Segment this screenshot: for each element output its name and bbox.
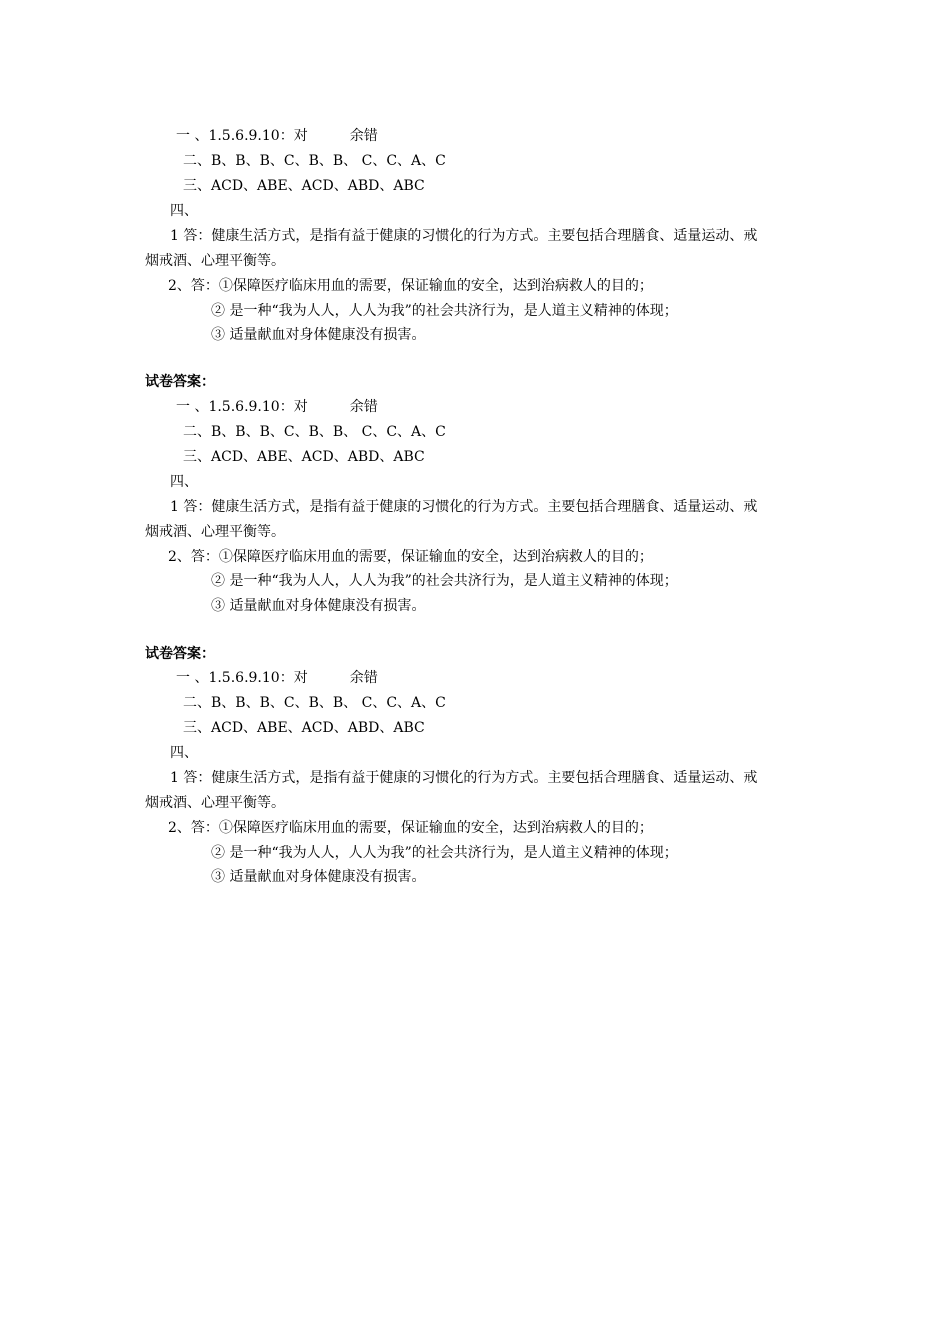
q2-answer: 二、B、B、B、C、B、B、 C、C、A、C xyxy=(183,695,446,711)
answer-1-line-2: 烟戒酒、心理平衡等。 xyxy=(145,253,285,269)
answer-2-line-2: ② 是一种“我为人人，人人为我”的社会共济行为，是人道主义精神的体现； xyxy=(211,845,678,861)
answer-2-line-2: ② 是一种“我为人人，人人为我”的社会共济行为，是人道主义精神的体现； xyxy=(211,573,678,589)
q1-answer-prefix: 一 、1.5.6.9.10：对 xyxy=(176,128,308,144)
q3-answer: 三、ACD、ABE、ACD、ABD、ABC xyxy=(183,720,425,736)
answer-2-line-1: 2、答：①保障医疗临床用血的需要，保证输血的安全，达到治病救人的目的； xyxy=(168,278,653,294)
q1-answer-suffix: 余错 xyxy=(349,399,378,415)
section-heading: 试卷答案： xyxy=(145,646,215,662)
q3-answer: 三、ACD、ABE、ACD、ABD、ABC xyxy=(183,449,425,465)
answer-1-line-1: 1 答：健康生活方式，是指有益于健康的习惯化的行为方式。主要包括合理膳食、适量运动、戒 xyxy=(170,499,758,515)
answer-2-line-1: 2、答：①保障医疗临床用血的需要，保证输血的安全，达到治病救人的目的； xyxy=(168,549,653,565)
answer-2-line-3: ③ 适量献血对身体健康没有损害。 xyxy=(211,327,426,343)
answer-1-line-2: 烟戒酒、心理平衡等。 xyxy=(145,524,285,540)
q4-title: 四、 xyxy=(170,203,198,219)
answer-2-line-1: 2、答：①保障医疗临床用血的需要，保证输血的安全，达到治病救人的目的； xyxy=(168,820,653,836)
q1-answer-prefix: 一 、1.5.6.9.10：对 xyxy=(176,670,308,686)
q4-title: 四、 xyxy=(170,745,198,761)
answer-1-line-1: 1 答：健康生活方式，是指有益于健康的习惯化的行为方式。主要包括合理膳食、适量运动、戒 xyxy=(170,770,758,786)
q1-answer xyxy=(176,397,378,417)
q3-answer: 三、ACD、ABE、ACD、ABD、ABC xyxy=(183,178,425,194)
answer-1-line-1: 1 答：健康生活方式，是指有益于健康的习惯化的行为方式。主要包括合理膳食、适量运动、戒 xyxy=(170,228,758,244)
answer-2-line-3: ③ 适量献血对身体健康没有损害。 xyxy=(211,869,426,885)
q1-answer-prefix: 一 、1.5.6.9.10：对 xyxy=(176,399,308,415)
q1-answer-suffix: 余错 xyxy=(349,670,378,686)
section-heading: 试卷答案： xyxy=(145,374,215,390)
answer-2-line-2: ② 是一种“我为人人，人人为我”的社会共济行为，是人道主义精神的体现； xyxy=(211,303,678,319)
answer-2-line-3: ③ 适量献血对身体健康没有损害。 xyxy=(211,598,426,614)
q2-answer: 二、B、B、B、C、B、B、 C、C、A、C xyxy=(183,424,446,440)
q2-answer: 二、B、B、B、C、B、B、 C、C、A、C xyxy=(183,153,446,169)
q1-answer-suffix: 余错 xyxy=(349,128,378,144)
q4-title: 四、 xyxy=(170,474,198,490)
answer-1-line-2: 烟戒酒、心理平衡等。 xyxy=(145,795,285,811)
q1-answer xyxy=(176,668,378,688)
q1-answer xyxy=(176,126,378,146)
